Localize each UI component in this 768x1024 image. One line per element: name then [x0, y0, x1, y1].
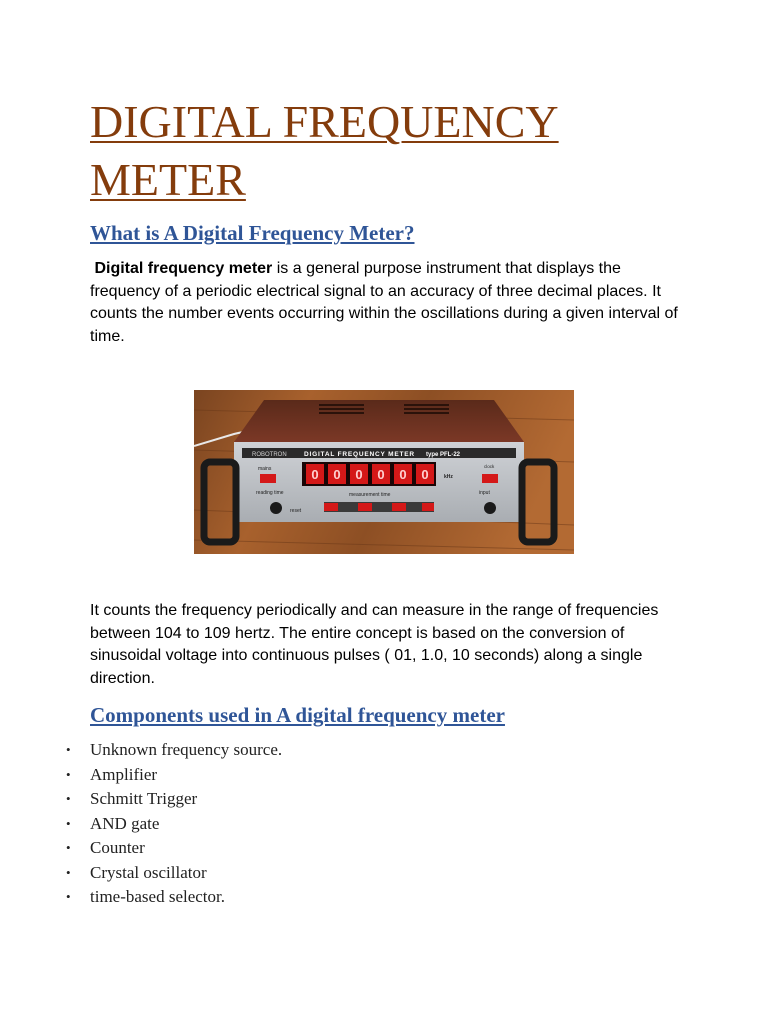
input-connector: [484, 502, 496, 514]
list-item: • Unknown frequency source.: [90, 738, 282, 763]
intro-paragraph: [90, 258, 690, 348]
section-heading-components: Components used in A digital frequency meter: [90, 703, 505, 727]
list-item: • AND gate: [90, 812, 282, 837]
reading-time-label: reading time: [256, 490, 284, 496]
khz-label: kHz: [444, 474, 453, 480]
title-line-2: METER: [90, 154, 246, 205]
brand-label: ROBOTRON: [252, 452, 287, 458]
reset-label: reset: [290, 508, 302, 514]
mains-label: mains: [258, 466, 272, 472]
page-title: [90, 93, 650, 209]
bullet: •: [66, 840, 71, 855]
digit-4: 0: [377, 467, 385, 482]
input-label: input: [479, 490, 490, 496]
model-label: type PFL-22: [426, 452, 461, 458]
digit-2: 0: [333, 467, 341, 482]
digit-6: 0: [421, 467, 429, 482]
list-item: • Schmitt Trigger: [90, 787, 282, 812]
list-item: • Amplifier: [90, 763, 282, 788]
bullet: •: [66, 742, 71, 757]
bullet: •: [66, 864, 71, 880]
components-list: [66, 738, 283, 910]
intro-bold-term: Digital frequency meter: [94, 260, 273, 277]
clock-button: [482, 474, 498, 483]
bullet: •: [66, 815, 71, 831]
digit-5: 0: [399, 467, 407, 482]
section-heading-what-is: What is A Digital Frequency Meter?: [90, 221, 415, 245]
bullet: •: [66, 791, 71, 806]
digit-1: 0: [311, 467, 319, 482]
digit-3: 0: [355, 467, 363, 482]
frequency-meter-photo: [194, 390, 574, 554]
measurement-time-label: measurement time: [349, 492, 391, 498]
panel-title-label: DIGITAL FREQUENCY METER: [304, 451, 415, 458]
clock-label: clock: [484, 464, 495, 469]
intro-text: is a general purpose instrument that displays the frequency of a periodic electrical signal to an accuracy of three decimal places. It counts the number events occurring within the oscillations during a given interval of time.: [90, 260, 678, 345]
list-item: • Counter: [90, 836, 282, 861]
reading-time-knob: [270, 502, 282, 514]
bullet: •: [66, 766, 71, 782]
list-item: • Crystal oscillator: [90, 861, 282, 886]
bullet: •: [66, 889, 71, 904]
meter-lid: [234, 400, 524, 442]
description-paragraph: It counts the frequency periodically and can measure in the range of frequencies between 104 to 109 hertz. The entire concept is based on the conversion of sinusoidal voltage into continuous pulses ( 01, 1.0, 10 seconds) along a single direction.: [90, 602, 659, 687]
title-line-1: DIGITAL FREQUENCY: [90, 96, 559, 147]
mains-button: [260, 474, 276, 483]
list-item: • time-based selector.: [90, 885, 282, 910]
